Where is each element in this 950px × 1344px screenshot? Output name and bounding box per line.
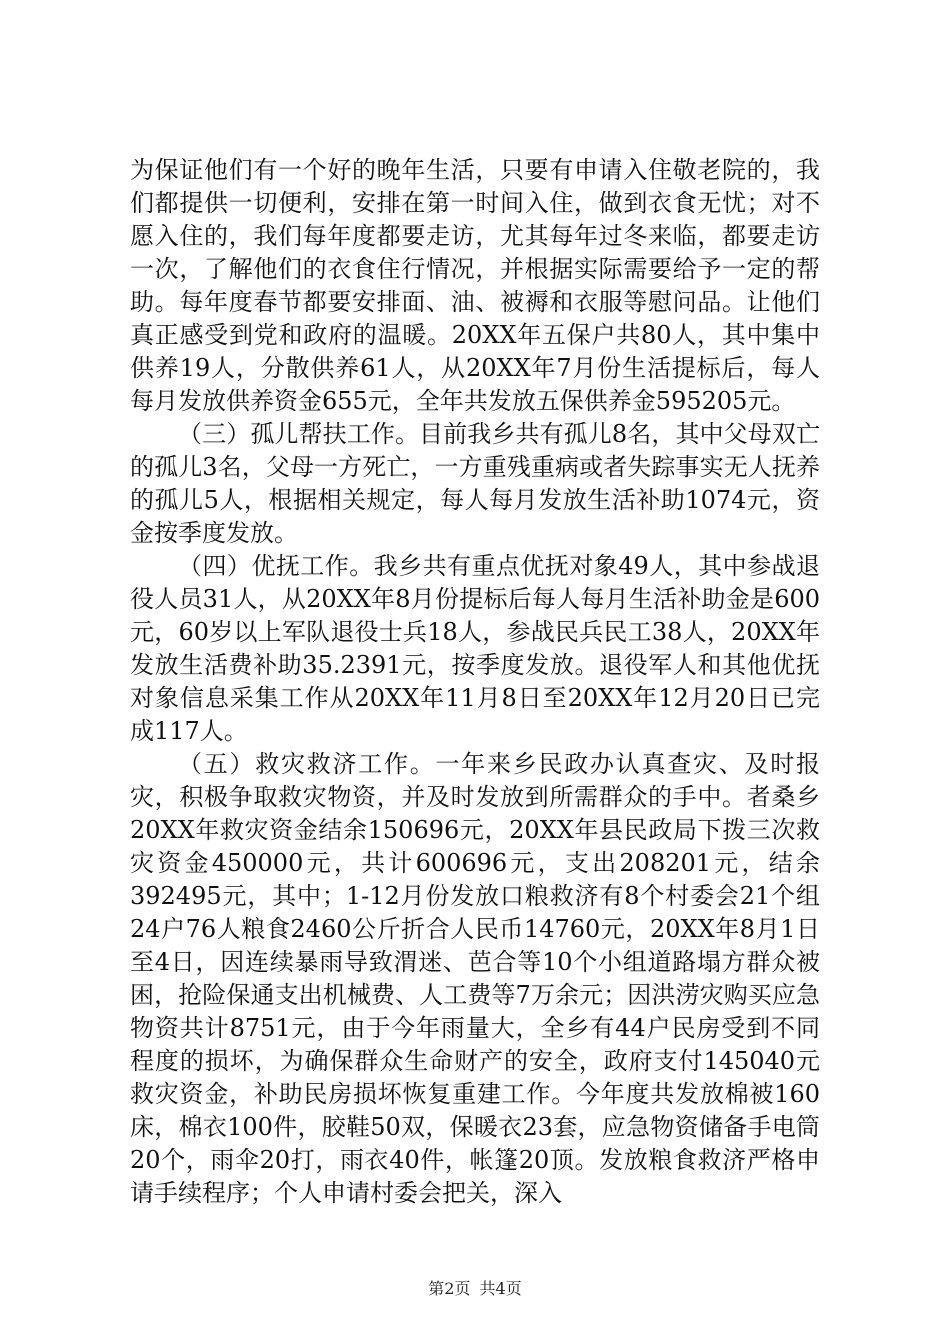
paragraph-3: （四）优抚工作。我乡共有重点优抚对象49人，其中参战退役人员31人，从20XX年8月份提标后每人每月生活补助金是600元，60岁以上军队退役士兵18人，参战民兵民工38人，20XX年发放生活费补助35.2391元，按季度发放。退役军人和其他优抚对象信息采集工作从20XX年11月8日至20XX年12月20日已完成117人。 [130, 552, 820, 745]
document-body [130, 154, 820, 1210]
page-footer [0, 1276, 950, 1299]
paragraph-4: （五）救灾救济工作。一年来乡民政办认真查灾、及时报灾，积极争取救灾物资，并及时发放到所需群众的手中。者桑乡20XX年救灾资金结余150696元，20XX年县民政局下拨三次救灾资金450000元，共计600696元，支出208201元，结余392495元，其中；1-12月份发放口粮救济有8个村委会21个组24户76人粮食2460公斤折合人民币14760元，20XX年8月1日至4日，因连续暴雨导致渭迷、芭合等10个小组道路塌方群众被困，抢险保通支出机械费、人工费等7万余元；因洪涝灾购买应急物资共计8751元，由于今年雨量大，全乡有44户民房受到不同程度的损坏，为确保群众生命财产的安全，政府支付145040元救灾资金，补助民房损坏恢复重建工作。今年度共发放棉被160床，棉衣100件，胶鞋50双，保暖衣23套，应急物资储备手电筒20个，雨伞20打，雨衣40件，帐篷20顶。发放粮食救济严格申请手续程序；个人申请村委会把关，深入 [130, 750, 820, 1207]
page-number: 第2页 [428, 1279, 471, 1298]
paragraph-1: 为保证他们有一个好的晚年生活，只要有申请入住敬老院的，我们都提供一切便利，安排在第一时间入住，做到衣食无忧；对不愿入住的，我们每年度都要走访，尤其每年过冬来临，都要走访一次，了解他们的衣食住行情况，并根据实际需要给予一定的帮助。每年度春节都要安排面、油、被褥和衣服等慰问品。让他们真正感受到党和政府的温暖。20XX年五保户共80人，其中集中供养19人，分散供养61人，从20XX年7月份生活提标后，每人每月发放供养资金655元，全年共发放五保供养金595205元。 [130, 156, 820, 415]
paragraph-2: （三）孤儿帮扶工作。目前我乡共有孤儿8名，其中父母双亡的孤儿3名，父母一方死亡，一方重残重病或者失踪事实无人抚养的孤儿5人，根据相关规定，每人每月发放生活补助1074元，资金按季度发放。 [130, 420, 820, 547]
page-total: 共4页 [479, 1279, 522, 1298]
